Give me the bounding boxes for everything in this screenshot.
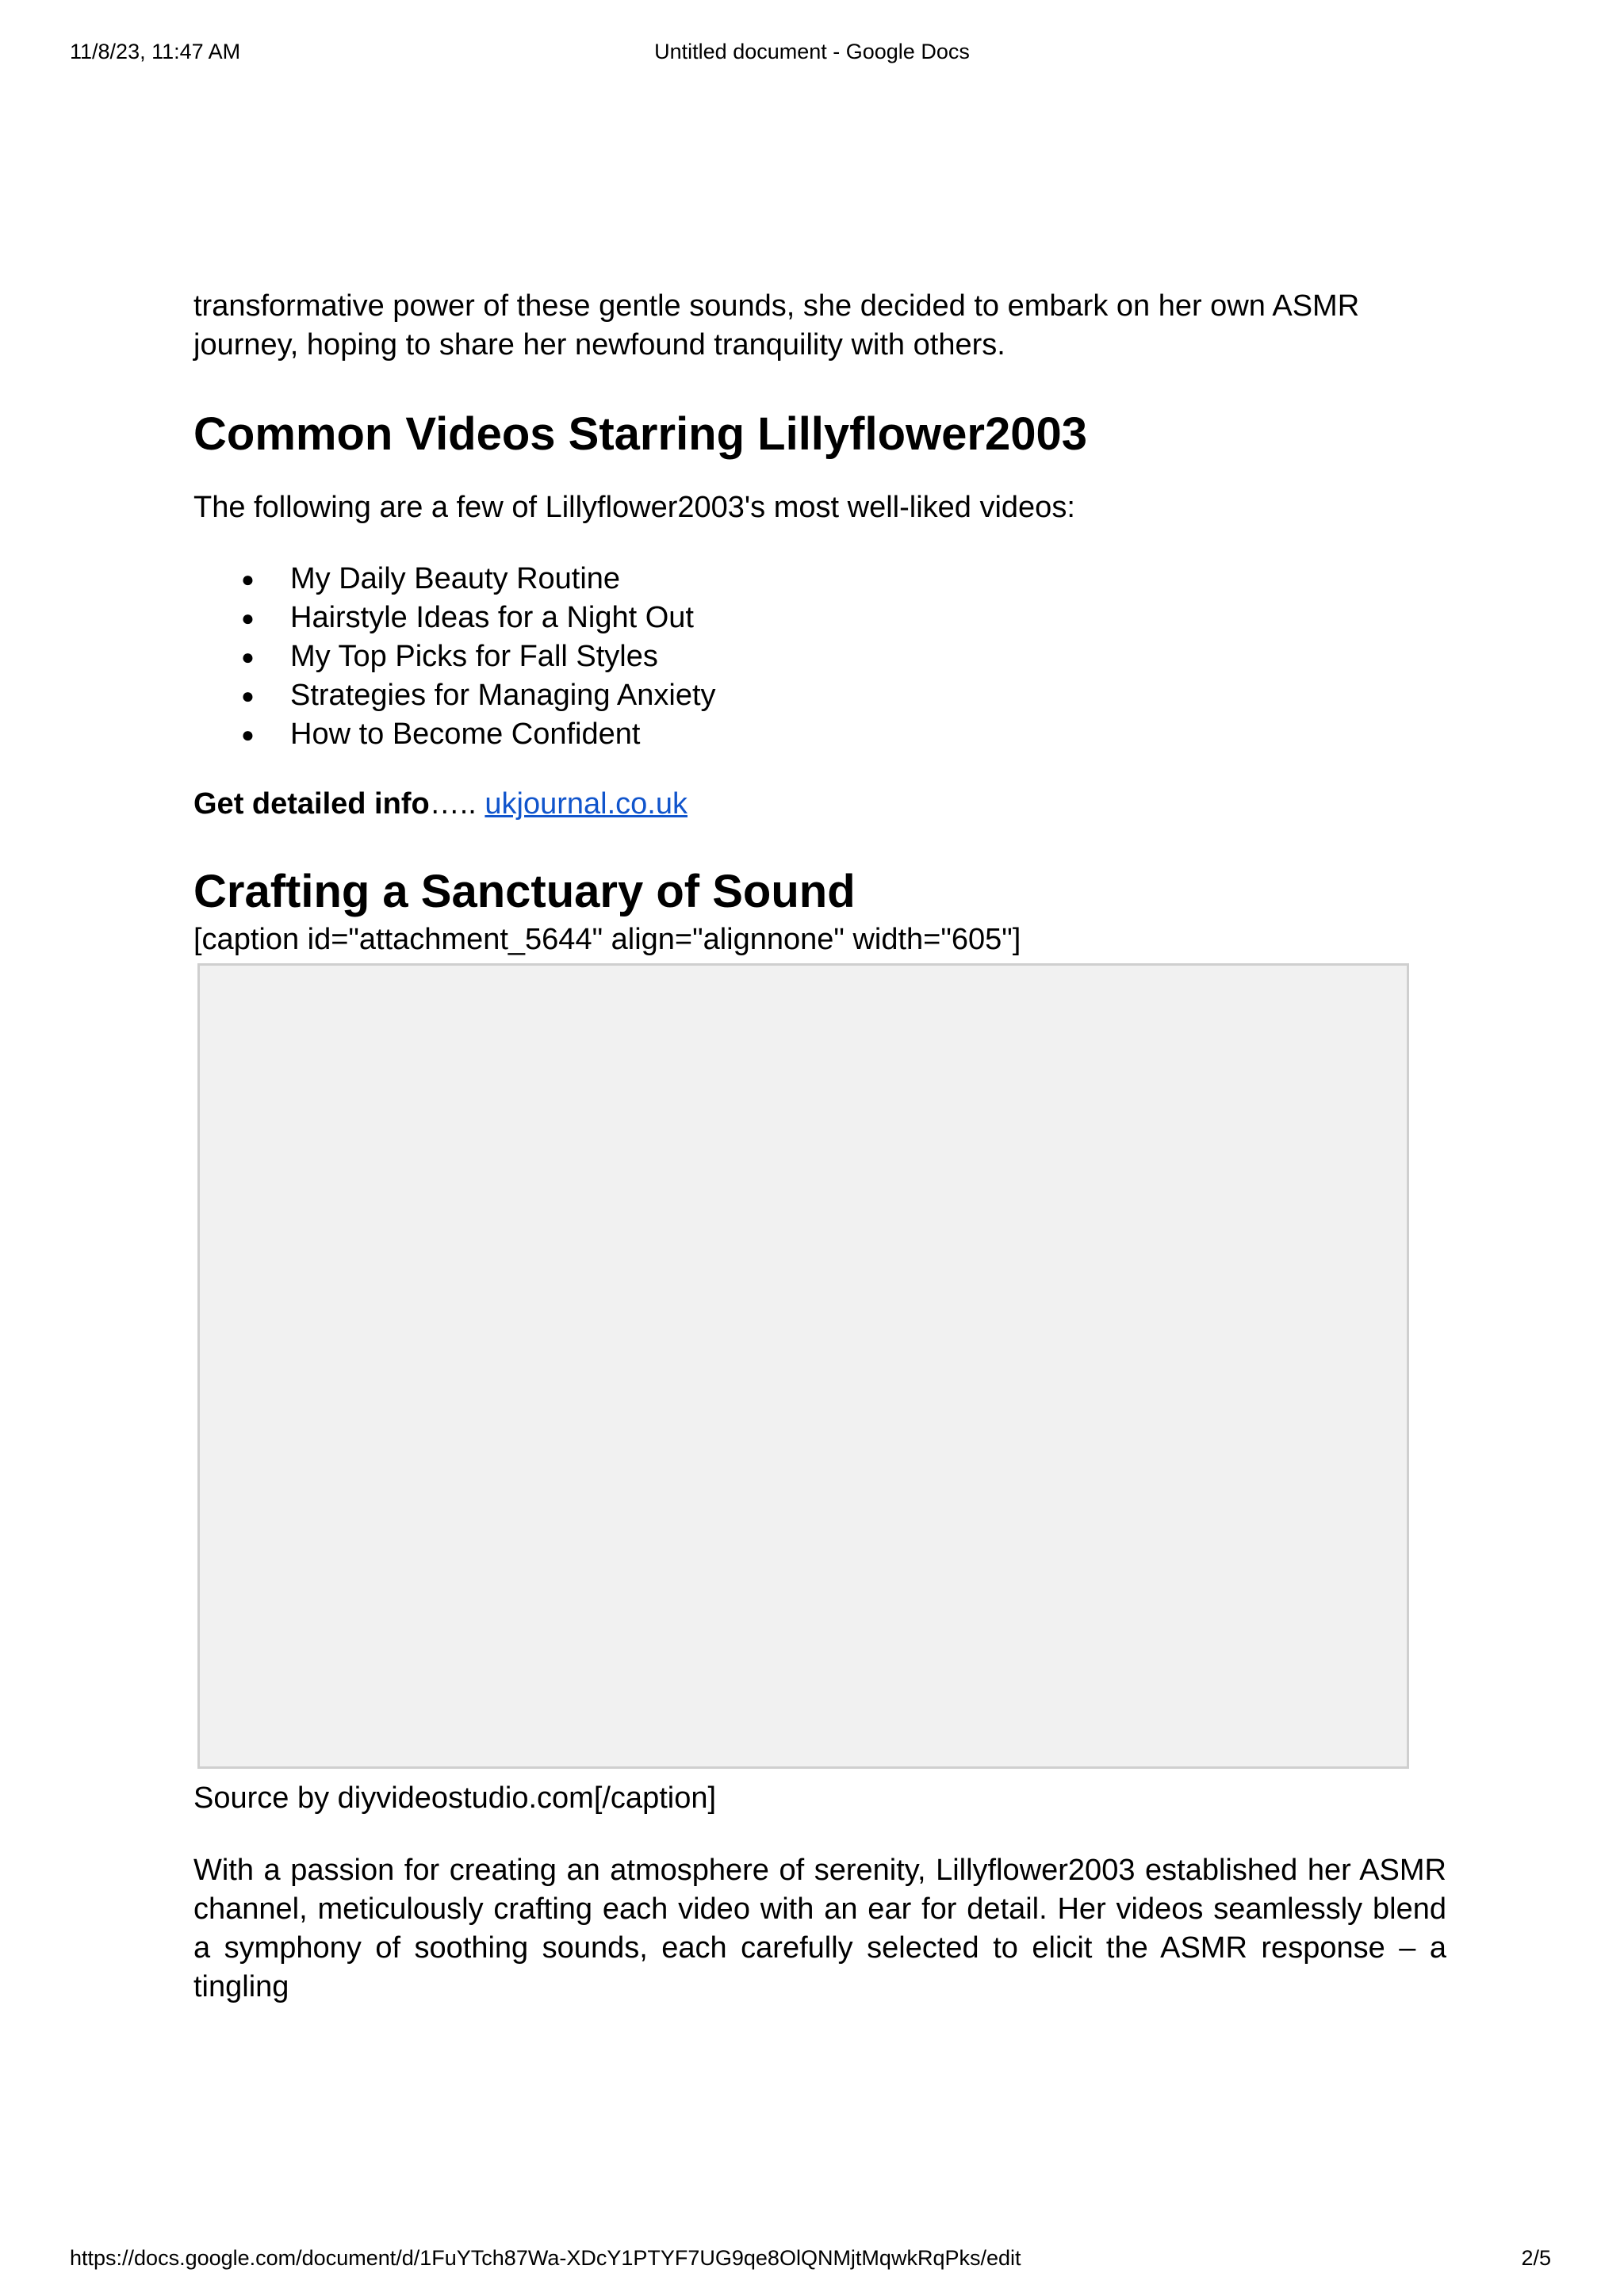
bullet-icon: ● [241,645,255,669]
section-heading-sanctuary: Crafting a Sanctuary of Sound [193,866,856,917]
ukjournal-link[interactable]: ukjournal.co.uk [485,787,688,821]
document-page-content [193,287,1446,2007]
bullet-icon: ● [241,722,255,747]
detailed-info-ellipsis: ….. [429,787,485,821]
section-heading-common-videos: Common Videos Starring Lillyflower2003 [193,408,1088,460]
videos-list [193,560,1446,754]
bullet-icon: ● [241,683,255,708]
print-footer-url: https://docs.google.com/document/d/1FuYTch87Wa-XDcY1PTYF7UG9qe8OlQNMjtMqwkRqPks/edit [70,2246,1021,2270]
intro-paragraph: transformative power of these gentle sounds, she decided to embark on her own ASMR journey, hoping to share her newfound tranquility with others. [193,289,1360,362]
list-item: ● Hairstyle Ideas for a Night Out [193,599,1446,637]
image-placeholder [197,963,1409,1769]
list-item: ● My Daily Beauty Routine [193,560,1446,599]
detailed-info-label: Get detailed info [193,787,430,821]
print-header-timestamp: 11/8/23, 11:47 AM [70,40,241,63]
videos-lead-paragraph: The following are a few of Lillyflower2003's most well-liked videos: [193,491,1075,524]
sanctuary-body-paragraph: With a passion for creating an atmosphere of serenity, Lillyflower2003 established her ASMR channel, meticulously crafting each video with an ear for detail. Her videos seamlessly blend a symphony of soothing sounds, each carefully selected to elicit the ASMR response – a tingling [193,1854,1446,2003]
bullet-icon: ● [241,567,255,591]
caption-shortcode-open: [caption id="attachment_5644" align="alignnone" width="605"] [193,923,1021,956]
print-footer-page-number: 2/5 [1521,2246,1551,2270]
bullet-icon: ● [241,606,255,630]
list-item: ● How to Become Confident [193,715,1446,754]
detailed-info-line [193,785,1446,824]
caption-source-line: Source by diyvideostudio.com[/caption] [193,1781,717,1815]
print-header-title: Untitled document - Google Docs [654,40,970,63]
list-item: ● Strategies for Managing Anxiety [193,676,1446,715]
list-item: ● My Top Picks for Fall Styles [193,637,1446,676]
